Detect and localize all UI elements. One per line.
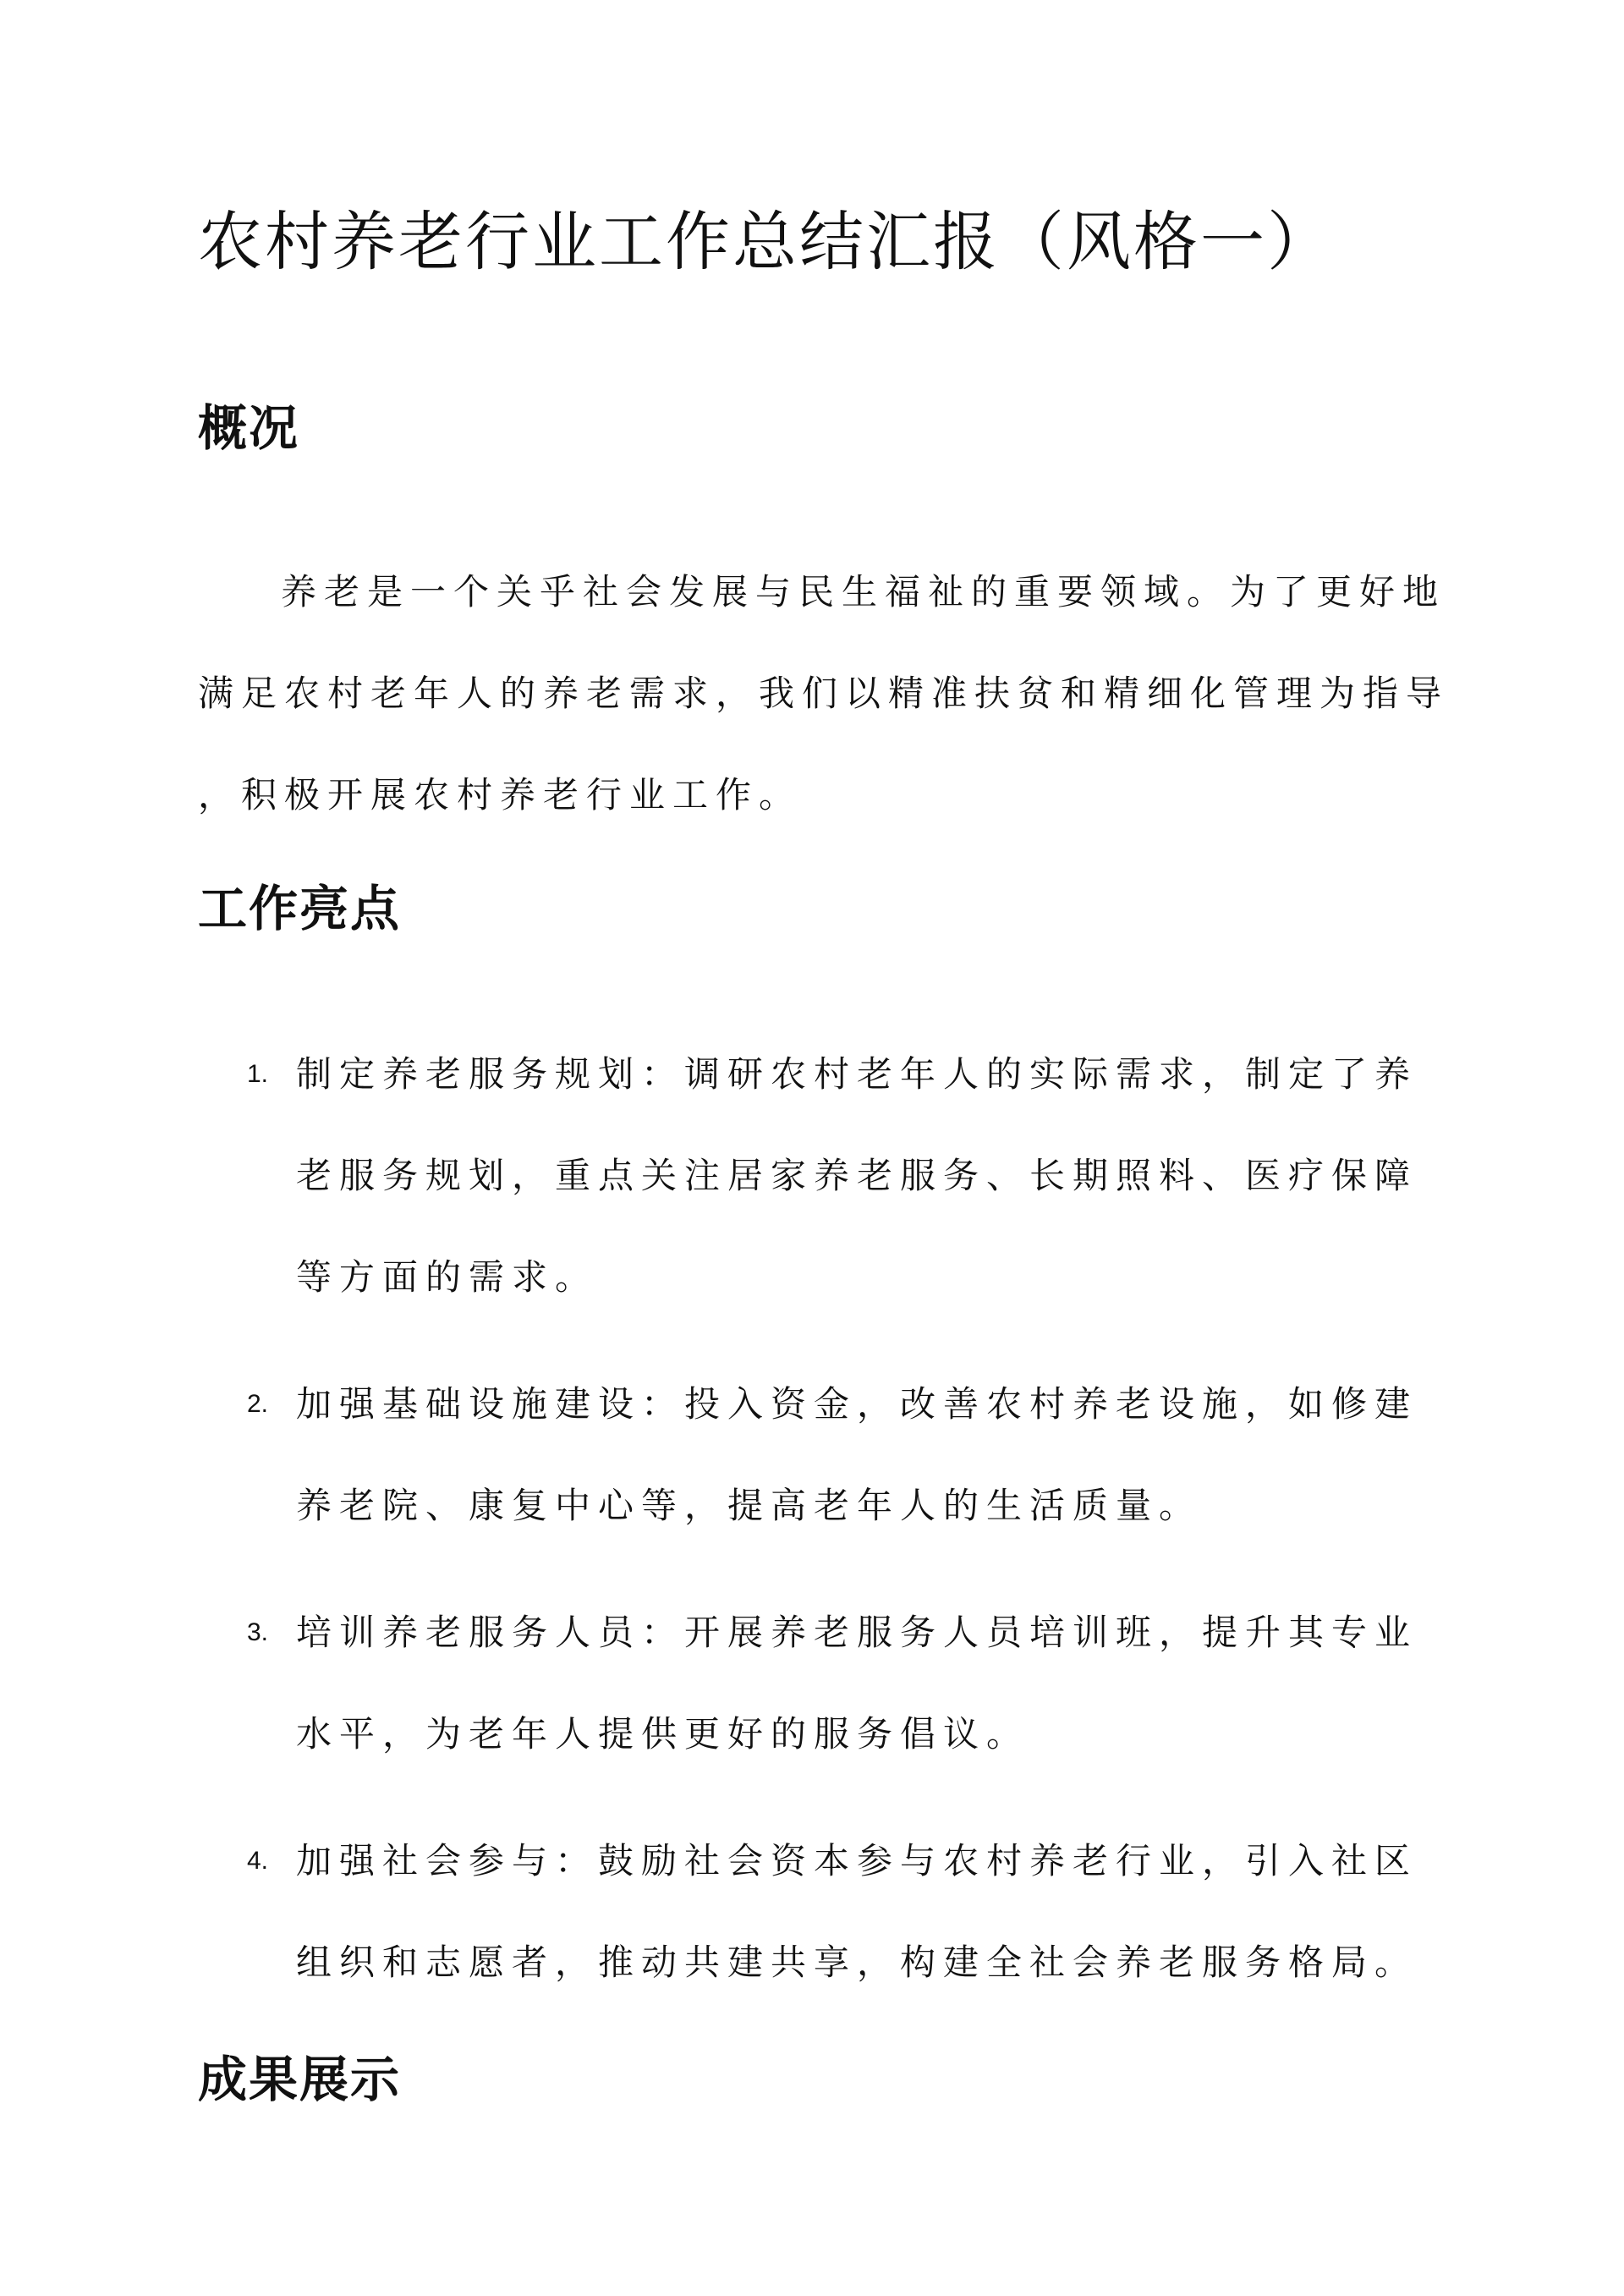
list-item-line: 培训养老服务人员：开展养老服务人员培训班，提升其专业 (296, 1612, 1418, 1653)
list-item-line: 水平，为老年人提供更好的服务倡议。 (296, 1713, 1030, 1755)
list-item-number: 4. (247, 1847, 269, 1875)
section-heading-results: 成果展示 (198, 2051, 402, 2108)
list-item-line: 加强社会参与：鼓励社会资本参与农村养老行业，引入社区 (296, 1840, 1418, 1881)
list-item-line: 加强基础设施建设：投入资金，改善农村养老设施，如修建 (296, 1383, 1418, 1425)
paragraph-line: 养老是一个关乎社会发展与民生福祉的重要领域。为了更好地 (281, 571, 1446, 612)
section-heading-highlights: 工作亮点 (198, 880, 402, 937)
list-item (198, 1810, 1433, 2013)
document-title: 农村养老行业工作总结汇报（风格一） (198, 204, 1334, 279)
list-item (198, 1024, 1433, 1328)
list-item-line: 组织和志愿者，推动共建共享，构建全社会养老服务格局。 (296, 1942, 1418, 1983)
list-item-number: 1. (247, 1060, 269, 1088)
list-item-number: 2. (247, 1390, 269, 1418)
list-item (198, 1354, 1433, 1557)
highlights-list (198, 1024, 1433, 2039)
overview-paragraph (198, 541, 1450, 846)
list-item-number: 3. (247, 1618, 269, 1646)
list-item-line: 制定养老服务规划：调研农村老年人的实际需求，制定了养 (296, 1053, 1418, 1095)
paragraph-line: ，积极开展农村养老行业工作。 (198, 774, 803, 816)
paragraph-line: 满足农村老年人的养老需求，我们以精准扶贫和精细化管理为指导 (198, 673, 1450, 714)
list-item-line: 养老院、康复中心等，提高老年人的生活质量。 (296, 1485, 1203, 1526)
section-heading-overview: 概况 (198, 399, 300, 457)
list-item-line: 等方面的需求。 (296, 1256, 599, 1298)
list-item (198, 1582, 1433, 1785)
list-item-line: 老服务规划，重点关注居家养老服务、长期照料、医疗保障 (296, 1155, 1418, 1196)
